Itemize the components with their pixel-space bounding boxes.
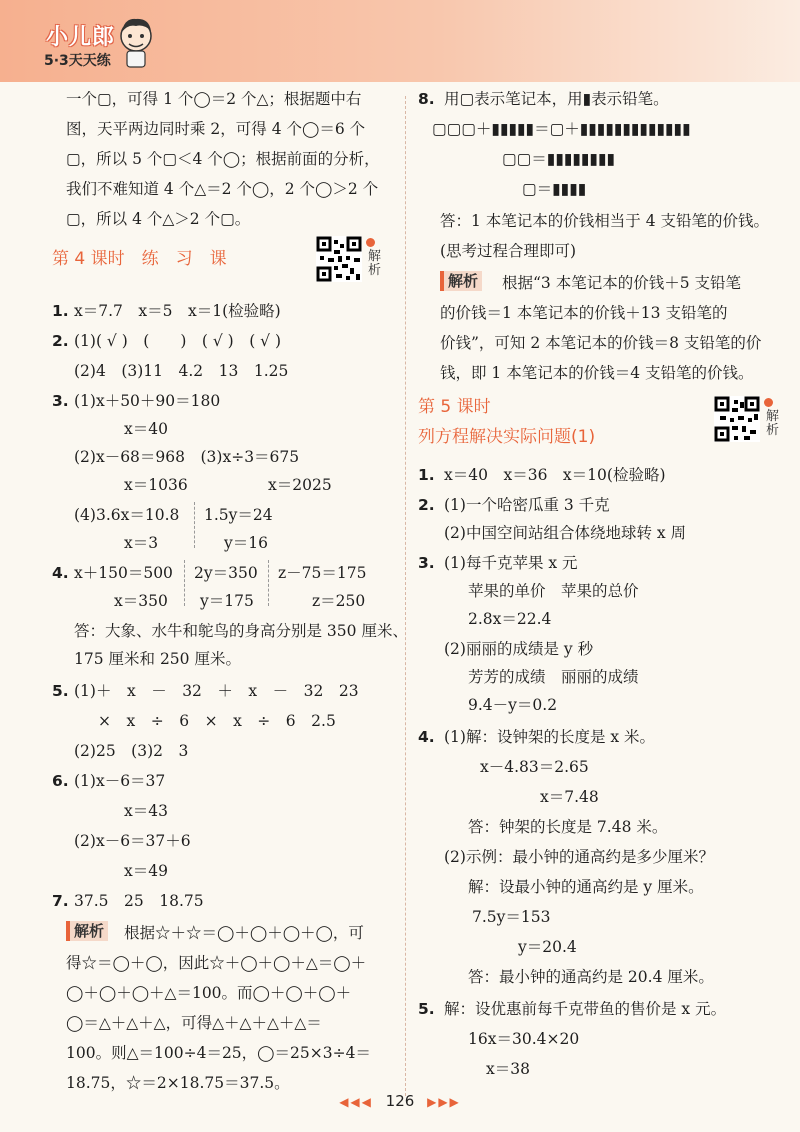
answer-line: x＝2025 xyxy=(268,476,332,494)
answer-line: (2)中国空间站组合体绕地球转 x 周 xyxy=(444,524,687,542)
answer-line: 100。则△＝100÷4＝25，◯＝25×3÷4＝ xyxy=(66,1044,371,1062)
answer-line: 用▢表示笔记本，用▮表示铅笔。 xyxy=(444,90,669,108)
question-number: 2. xyxy=(418,496,435,514)
answer-line: 图，天平两边同时乘 2，可得 4 个◯＝6 个 xyxy=(66,120,366,138)
section-title-lesson-4: 第 4 课时 练 习 课 xyxy=(52,249,227,269)
answer-line: (1)一个哈密瓜重 3 千克 xyxy=(444,496,610,514)
answer-line: 苹果的单价 苹果的总价 xyxy=(468,582,639,600)
column-divider xyxy=(405,96,406,1096)
answer-line: x＝350 xyxy=(114,592,168,610)
brand-name: 小儿郎 xyxy=(46,25,116,50)
qr-label: 解析 xyxy=(766,409,780,438)
analysis-tag: 解析 xyxy=(440,270,492,292)
answer-line: 175 厘米和 250 厘米。 xyxy=(74,650,241,668)
answer-line: x＝1036 xyxy=(124,476,188,494)
column-separator xyxy=(184,560,185,606)
next-arrows-icon: ▶▶▶ xyxy=(427,1095,461,1109)
question-number: 4. xyxy=(52,564,69,582)
answer-line: y＝16 xyxy=(224,534,268,552)
qr-label: 解析 xyxy=(368,249,382,278)
answer-line: 得☆＝◯＋◯，因此☆＋◯＋◯＋△＝◯＋ xyxy=(66,954,367,972)
answer-line: x＝3 xyxy=(124,534,159,552)
question-number: 5. xyxy=(418,1000,435,1018)
mascot-icon xyxy=(116,14,156,72)
answer-line: 钱，即 1 本笔记本的价钱＝4 支铅笔的价钱。 xyxy=(440,364,754,382)
answer-line: x－4.83＝2.65 xyxy=(480,758,589,776)
answer-line: 解：设最小钟的通高约是 y 厘米。 xyxy=(468,878,704,896)
answer-line: (2)丽丽的成绩是 y 秒 xyxy=(444,640,594,658)
answer-line: (1)x＋50＋90＝180 xyxy=(74,392,221,410)
answer-line: 的价钱＝1 本笔记本的价钱＋13 支铅笔的 xyxy=(440,304,728,322)
analysis-tag: 解析 xyxy=(66,920,118,942)
answer-line: (2)示例：最小钟的通高约是多少厘米？ xyxy=(444,848,714,866)
answer-line: y＝20.4 xyxy=(518,938,577,956)
play-icon xyxy=(366,238,375,247)
question-number: 5. xyxy=(52,682,69,700)
answer-line: x＝7.7 x＝5 x＝1(检验略) xyxy=(74,302,281,320)
answer-line: 答：最小钟的通高约是 20.4 厘米。 xyxy=(468,968,714,986)
answer-line: ▢＝▮▮▮▮ xyxy=(522,180,587,198)
answer-line: ▢▢＝▮▮▮▮▮▮▮▮ xyxy=(502,150,616,168)
answer-line: (2)4 (3)11 4.2 13 1.25 xyxy=(74,362,289,380)
answer-line: 一个▢，可得 1 个◯＝2 个△；根据题中右 xyxy=(66,90,362,108)
page-footer xyxy=(0,1092,800,1110)
answer-line: x＝38 xyxy=(486,1060,530,1078)
section-subtitle-lesson-5: 列方程解决实际问题(1) xyxy=(418,427,596,447)
answer-line: 价钱”，可知 2 本笔记本的价钱＝8 支铅笔的价 xyxy=(440,334,762,352)
answer-line: 37.5 25 18.75 xyxy=(74,892,204,910)
answer-line: (2)x－6＝37＋6 xyxy=(74,832,191,850)
answer-line: (1)( √ ) ( ) ( √ ) ( √ ) xyxy=(74,332,282,350)
answer-line: × x ÷ 6 × x ÷ 6 2.5 xyxy=(98,712,336,730)
answer-line: 7.5y＝153 xyxy=(472,908,551,926)
answer-line: 2y＝350 xyxy=(194,564,258,582)
answer-line: 1.5y＝24 xyxy=(204,506,273,524)
answer-line: x＝49 xyxy=(124,862,168,880)
qr-code-icon[interactable] xyxy=(714,396,760,442)
answer-line: 16x＝30.4×20 xyxy=(468,1030,580,1048)
question-number: 7. xyxy=(52,892,69,910)
answer-line: (思考过程合理即可) xyxy=(440,242,577,260)
question-number: 8. xyxy=(418,90,435,108)
answer-line: ▢▢▢＋▮▮▮▮▮＝▢＋▮▮▮▮▮▮▮▮▮▮▮▮▮ xyxy=(432,120,691,138)
answer-line: x＝7.48 xyxy=(540,788,599,806)
answer-line: (4)3.6x＝10.8 xyxy=(74,506,180,524)
answer-line: (1)＋ x － 32 ＋ x － 32 23 xyxy=(74,682,359,700)
answer-line: ▢，所以 4 个△＞2 个▢。 xyxy=(66,210,251,228)
answer-line: 2.8x＝22.4 xyxy=(468,610,552,628)
question-number: 1. xyxy=(418,466,435,484)
answer-line: 18.75，☆＝2×18.75＝37.5。 xyxy=(66,1074,290,1092)
question-number: 4. xyxy=(418,728,435,746)
column-separator xyxy=(194,502,195,548)
answer-line: 答：大象、水牛和鸵鸟的身高分别是 350 厘米、 xyxy=(74,622,408,640)
answer-line: x＝40 x＝36 x＝10(检验略) xyxy=(444,466,666,484)
answer-line: z＝250 xyxy=(312,592,366,610)
answer-line: z－75＝175 xyxy=(278,564,367,582)
answer-line: ▢，所以 5 个▢＜4 个◯；根据前面的分析， xyxy=(66,150,380,168)
brand-subtitle: 5·3天天练 xyxy=(44,53,111,69)
brand-logo xyxy=(38,14,158,74)
answer-line: (1)每千克苹果 x 元 xyxy=(444,554,578,572)
question-number: 1. xyxy=(52,302,69,320)
answer-line: y＝175 xyxy=(200,592,254,610)
answer-line: 解：设优惠前每千克带鱼的售价是 x 元。 xyxy=(444,1000,727,1018)
answer-line: x＝40 xyxy=(124,420,168,438)
page-number: 126 xyxy=(385,1092,415,1110)
answer-line: (2)x－68＝968 (3)x÷3＝675 xyxy=(74,448,300,466)
answer-line: x＋150＝500 xyxy=(74,564,173,582)
qr-code-icon[interactable] xyxy=(316,236,362,282)
prev-arrows-icon: ◀◀◀ xyxy=(339,1095,373,1109)
answer-line: 根据☆＋☆＝◯＋◯＋◯＋◯，可 xyxy=(124,924,364,942)
question-number: 2. xyxy=(52,332,69,350)
question-number: 3. xyxy=(52,392,69,410)
answer-line: 答：1 本笔记本的价钱相当于 4 支铅笔的价钱。 xyxy=(440,212,770,230)
answer-line: 根据“3 本笔记本的价钱＋5 支铅笔 xyxy=(502,274,742,292)
question-number: 3. xyxy=(418,554,435,572)
section-title-lesson-5: 第 5 课时 xyxy=(418,397,491,417)
answer-line: (1)x－6＝37 xyxy=(74,772,166,790)
answer-line: ◯＋◯＋◯＋△＝100。而◯＋◯＋◯＋ xyxy=(66,984,352,1002)
answer-line: x＝43 xyxy=(124,802,168,820)
page-header xyxy=(0,0,800,82)
answer-line: 9.4－y＝0.2 xyxy=(468,696,558,714)
answer-line: ◯＝△＋△＋△，可得△＋△＋△＋△＝ xyxy=(66,1014,322,1032)
answer-line: (1)解：设钟架的长度是 x 米。 xyxy=(444,728,656,746)
answer-line: (2)25 (3)2 3 xyxy=(74,742,189,760)
answer-line: 芳芳的成绩 丽丽的成绩 xyxy=(468,668,639,686)
play-icon xyxy=(764,398,773,407)
column-separator xyxy=(268,560,269,606)
answer-line: 答：钟架的长度是 7.48 米。 xyxy=(468,818,668,836)
question-number: 6. xyxy=(52,772,69,790)
answer-line: 我们不难知道 4 个△＝2 个◯，2 个◯＞2 个 xyxy=(66,180,379,198)
